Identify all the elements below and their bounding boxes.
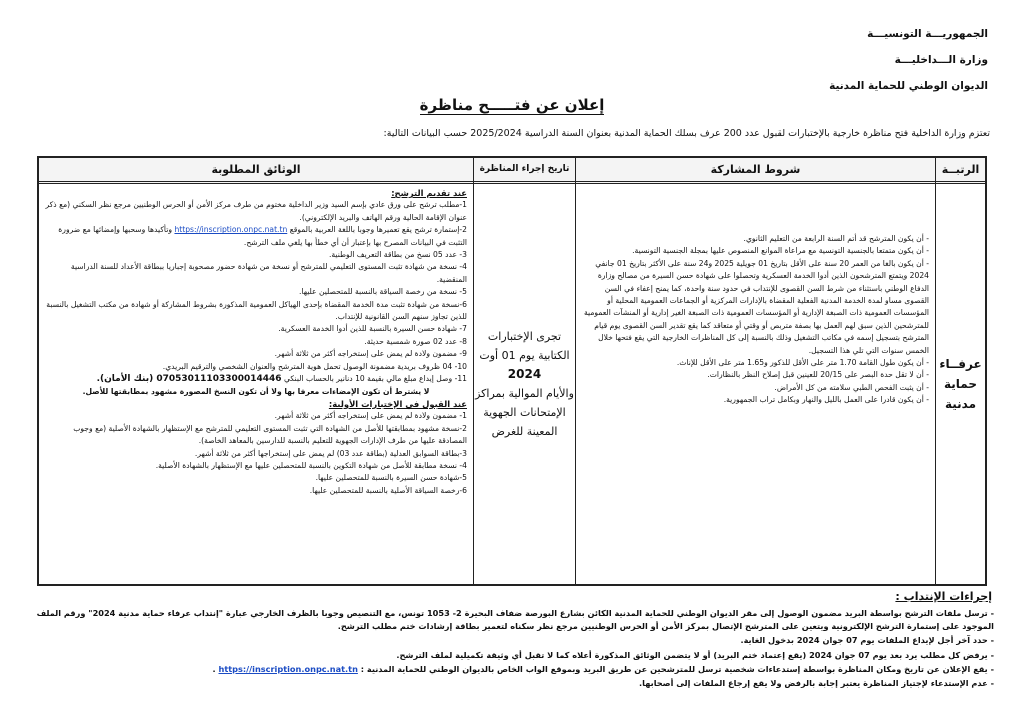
- procedures-list: [29, 607, 994, 691]
- date-column: [473, 158, 575, 584]
- condition-item: - أن يثبت الفحص الطبي سلامته من كل الأمراض.: [774, 382, 929, 392]
- rank-column: [935, 158, 985, 584]
- document-item: 10- 04 ظروف بريدية مضمونة الوصول تحمل هوية المترشح والعنوان الشخصي والترقيم البريدي.: [162, 361, 467, 371]
- document-item: 3-بطاقة السوابق العدلية (بطاقة عدد 03) لم يمض على إستخراجها أكثر من ثلاثة أشهر.: [194, 448, 467, 458]
- conditions-list: [576, 183, 935, 584]
- document-item: 1- مضمون ولادة لم يمض على إستخراجه أكثر من ثلاثة أشهر.: [274, 411, 467, 421]
- inscription-link[interactable]: https://inscription.onpc.nat.tn: [174, 225, 288, 235]
- document-item: 4- نسخة من شهادة تثبت المستوى التعليمي للمترشح أو نسخة من شهادة حضور مصحوبة إجباريا ببطاقة الأعداد للسنة الدراسية المنقضية.: [70, 262, 467, 284]
- inscription-link[interactable]: https://inscription.onpc.nat.tn: [218, 663, 358, 674]
- document-item: 6-رخصة السياقة الأصلية بالنسبة للمتحصلين عليها.: [309, 485, 467, 495]
- procedure-item: - يرفض كل مطلب يرد بعد يوم 07 جوان 2024 (يقع إعتماد ختم البريد) أو لا يتضمن الوثائق المذكورة أعلاه كما لا تقبل أي وثيقة تكميلية لملف الترشح.: [396, 649, 994, 660]
- document-item: 8- عدد 02 صورة شمسية حديثة.: [364, 336, 467, 346]
- section-title: عند تقديم الترشح:: [391, 188, 467, 198]
- procedure-item: - حدد آخر أجل لإيداع الملفات يوم 07 جوان 2024 بدخول الغاية.: [740, 635, 994, 646]
- documents-header: الوثائق المطلوبة: [39, 158, 473, 184]
- header-office: الديوان الوطني للحماية المدنية: [829, 80, 988, 92]
- rank-value: عرفــاء حماية مدنية: [939, 356, 982, 411]
- document-item: 5-شهادة حسن السيرة بالنسبة للمتحصلين عليها.: [315, 473, 467, 483]
- document-item: 2-نسخة مشهود بمطابقتها للأصل من الشهادة التي تثبت المستوى التعليمي للمترشح مع الإستظهار بالشهادة الأصلية (مع وجوب المصادقة عليها من طرف الإدارات الجهوية للتعليم بالنسبة للدارسين بالمعاهد الخاصة).: [73, 423, 467, 446]
- document-item: 2-إستمارة ترشح يقع تعميرها وجوبا باللغة العربية بالموقع https://inscription.onpc.nat.tn وتأكيدها وسحبها وإمضائها مع ضرورة التثبت في البيانات المصرح بها بإعتبار أن أي خطأ بها يلغي ملف الترشح.: [58, 225, 467, 247]
- conditions-header: شروط المشاركة: [576, 158, 935, 184]
- document-item: 1-مطلب ترشح على ورق عادي بإسم السيد وزير الداخلية مختوم من طرف مركز الأمن أو الحرس الوطنيين مرجع نظر السكني (مع ذكر عنوان الإقامة الحالية ورقم الهاتف والبريد الإلكتروني).: [45, 200, 467, 222]
- requirements-table: [37, 156, 987, 586]
- document-item: 4- نسخة مطابقة للأصل من شهادة التكوين بالنسبة للمتحصلين عليها مع الإستظهار بالشهادة الأصلية.: [155, 460, 467, 470]
- header-republic: الجمهوريـــة التونسيـــة: [867, 28, 988, 40]
- condition-item: - أن يكون بالغا من العمر 20 سنة على الأقل بتاريخ 01 جويلية 2025 و24 سنة على الأكثر بتاريخ 01 جانفي 2024 ويتمتع المترشحون الذين أدوا الخدمة العسكرية وتحصلوا على شهادة حسن السيرة من مصالح وزارة الدفاع الوطني باستثناء من شرط السن القصوى للإنتداب في حدود سنة واحدة، كما يمنح إعفاء في السن القصوى مساو لمدة الخدمة المدنية الفعلية المقضاة بالإدارات المركزية أو الجماعات العمومية المحلية أو المؤسسات العمومية ذات الصبغة الإدارية أو المؤسسات العمومية ذات الصبغة الغير إدارية أو المنشآت العمومية للمترشحين الذين سبق لهم العمل بها بصفة متربص أو وقتي أو متعاقد كما يقع تقدير السن القصوى يوم قيام المترشح بتسجيل إسمه في مكاتب التشغيل وذلك بالنسبة إلى كل المناظرات الخارجية التي يقع فتحها خلال الخمس سنوات التي تلي هذا التسجيل.: [583, 258, 929, 355]
- documents-list: [39, 183, 473, 584]
- signature-note: لا يشترط أن تكون الإمضاءات معرفا بها ولا أن تكون النسخ المصورة مشهود بمطابقتها للأصل.: [82, 386, 430, 396]
- document-item: 5- نسخة من رخصة السياقة بالنسبة للمتحصلين عليها.: [298, 287, 467, 297]
- rank-header: الرتبــة: [936, 158, 985, 184]
- document-item: 3- عدد 05 نسخ من بطاقة التعريف الوطنية.: [328, 250, 467, 260]
- condition-item: - أن لا تقل حدة البصر على 20/15 للعينين قبل إصلاح النظر بالنظارات.: [707, 370, 929, 380]
- condition-item: - أن يكون متمتعا بالجنسية التونسية مع مراعاة الموانع المنصوص عليها بمجلة الجنسية التونسية.: [632, 246, 929, 256]
- document-item: 9- مضمون ولادة لم يمض على إستخراجه أكثر من ثلاثة أشهر.: [274, 349, 467, 359]
- document-item: 11- وصل إيداع مبلغ مالي بقيمة 10 دنانير بالحساب البنكي 07053011103300014446 (بنك الأمان).: [96, 374, 467, 385]
- procedure-item: - ترسل ملفات الترشح بواسطة البريد مضمون الوصول إلى مقر الديوان الوطني للحماية المدنية الكائن بشارع البورصة ضفاف البحيرة 2- 1053 تونس، مع التنصيص وجوبا بالظرف الخارجي عبارة "إنتداب عرفاء حماية مدنية 2024" ورقم الملف الموجود على إستمارة الترشح الإلكترونية ويتعين على المترشح الإتصال بمركز الأمن أو الحرس الوطنيين مرجع نظر سكناه لتعمير بطاقة إرشادات ختم مطلب الترشح.: [36, 608, 994, 632]
- document-item: 7- شهادة حسن السيرة بالنسبة للذين أدوا الخدمة العسكرية.: [278, 324, 467, 334]
- date-header: تاريخ إجراء المناظرة: [474, 158, 575, 184]
- condition-item: - أن يكون قادرا على العمل بالليل والنهار وبكامل تراب الجمهورية.: [723, 395, 929, 405]
- exam-date-text: تجرى الإختبارات الكتابية يوم 01 أوت 2024 والأيام الموالية بمراكز الإمتحانات الجهوية المعينة للغرض: [475, 329, 574, 438]
- condition-item: - أن يكون طول القامة 1.70 متر على الأقل للذكور و1.65 متر على الأقل للإناث.: [676, 358, 929, 368]
- document-item: 6-نسخة من شهادة تثبت مدة الخدمة المقضاة بإحدى الهياكل العمومية المذكورة بشروط المشاركة أو شهادة من مكتب التشغيل بالنسبة للذين تجاوز سنهم السن القانونية للإنتداب.: [46, 299, 467, 322]
- conditions-column: [575, 158, 935, 584]
- section-title: عند القبول في الإختبارات الأولية:: [328, 398, 467, 409]
- intro-text: تعتزم وزارة الداخلية فتح مناظرة خارجية بالإختبارات لقبول عدد 200 عرف بسلك الحماية المدنية بعنوان السنة الدراسية 2025/2024 حسب البيانات التالية:: [383, 128, 990, 139]
- header-ministry: وزارة الـــداخليـــة: [894, 54, 988, 66]
- procedure-item: - عدم الإستدعاء لإجتياز المناظرة يعتبر إجابة بالرفض ولا يقع إرجاع الملفات إلى أصحابها.: [639, 678, 994, 689]
- procedures-title: إجراءات الإنتداب :: [895, 590, 992, 603]
- condition-item: - أن يكون المترشح قد أتم السنة الرابعة من التعليم الثانوي.: [743, 234, 929, 243]
- bank-account: 07053011103300014446 (بنك الأمان).: [96, 374, 282, 385]
- procedure-item: - يقع الإعلان عن تاريخ ومكان المناظرة بواسطة إستدعاءات شخصية ترسل للمترشحين عن طريق البريد وبموقع الواب الخاص بالديوان الوطني للحماية المدنية : https://inscription.onpc.nat.tn .: [212, 663, 994, 674]
- page-title: إعلان عن فتـــــح مناظرة: [419, 96, 605, 114]
- documents-column: [39, 158, 473, 584]
